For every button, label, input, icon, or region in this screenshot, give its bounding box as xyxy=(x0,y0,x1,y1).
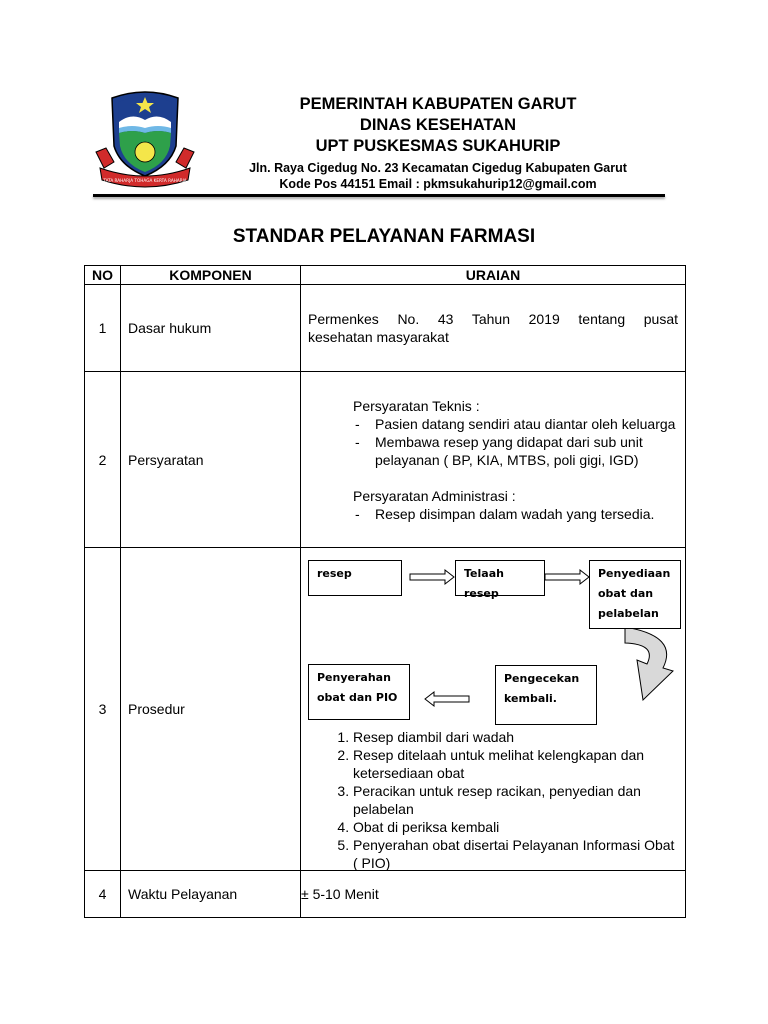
row-uraian: ± 5-10 Menit xyxy=(301,871,686,918)
flow-step-pengecekan: Pengecekan kembali. xyxy=(495,665,597,725)
table-row xyxy=(85,871,686,918)
flow-step-resep: resep xyxy=(308,560,402,596)
list-item: - Resep disimpan dalam wadah yang tersedia. xyxy=(355,505,655,522)
list-item: 4. Obat di periksa kembali xyxy=(353,818,680,836)
row-no: 3 xyxy=(85,548,121,871)
administrative-requirements-list xyxy=(353,505,679,523)
arrow-left-icon xyxy=(425,692,469,706)
list-item: - Pasien datang sendiri atau diantar oleh keluarga xyxy=(355,415,676,432)
list-item: 1. Resep diambil dari wadah xyxy=(353,728,680,746)
unit-name: UPT PUSKESMAS SUKAHURIP xyxy=(315,137,561,155)
contact-line: Kode Pos 44151 Email : pkmsukahurip12@gmail.com xyxy=(279,177,597,191)
list-item: 3. Peracikan untuk resep racikan, penyedian dan pelabelan xyxy=(353,782,680,818)
procedure-steps-list xyxy=(301,728,686,872)
row-no: 4 xyxy=(85,871,121,918)
letterhead-text xyxy=(220,94,656,192)
address-line: Jln. Raya Cigedug No. 23 Kecamatan Cigedug Kabupaten Garut xyxy=(249,161,627,175)
flow-step-penyerahan: Penyerahan obat dan PIO xyxy=(308,664,410,720)
administrative-requirements-heading: Persyaratan Administrasi : xyxy=(353,487,516,504)
header-komponen: KOMPONEN xyxy=(121,266,301,285)
list-item: 5. Penyerahan obat disertai Pelayanan Informasi Obat ( PIO) xyxy=(353,836,680,872)
procedure-flowchart xyxy=(301,548,686,728)
document-title: STANDAR PELAYANAN FARMASI xyxy=(232,226,536,247)
row-uraian xyxy=(301,372,686,548)
row-no: 1 xyxy=(85,285,121,372)
kabupaten-garut-emblem xyxy=(92,88,198,198)
row-komponen: Dasar hukum xyxy=(121,285,301,372)
flow-step-telaah: Telaah resep xyxy=(455,560,545,596)
legal-basis-line-2: kesehatan masyarakat xyxy=(308,329,449,345)
government-name: PEMERINTAH KABUPATEN GARUT xyxy=(299,95,577,113)
list-item: - Membawa resep yang didapat dari sub unit pelayanan ( BP, KIA, MTBS, poli gigi, IGD) xyxy=(355,433,643,468)
technical-requirements-heading: Persyaratan Teknis : xyxy=(353,397,480,414)
letterhead-rule xyxy=(93,194,665,197)
table-row xyxy=(85,372,686,548)
table-row xyxy=(85,548,686,871)
list-item: 2. Resep ditelaah untuk melihat kelengkapan dan ketersediaan obat xyxy=(353,746,680,782)
row-komponen: Waktu Pelayanan xyxy=(121,871,301,918)
table-header-row xyxy=(85,266,686,285)
technical-requirements-list xyxy=(353,415,679,469)
header-no: NO xyxy=(85,266,121,285)
emblem-motto: TATA RAHARJA TOHAGA KERTA RAHARJA xyxy=(103,178,187,183)
row-komponen: Persyaratan xyxy=(121,372,301,548)
row-uraian xyxy=(301,285,686,372)
arrow-right-icon xyxy=(410,570,454,584)
procedure-steps xyxy=(301,728,686,872)
row-no: 2 xyxy=(85,372,121,548)
standard-table xyxy=(84,265,686,918)
table-row xyxy=(85,285,686,372)
flow-step-penyediaan: Penyediaan obat dan pelabelan xyxy=(589,560,681,629)
letterhead xyxy=(0,0,768,210)
legal-basis-line-1: Permenkes No. 43 Tahun 2019 tentang pusat xyxy=(308,311,678,327)
header-uraian: URAIAN xyxy=(301,266,686,285)
row-komponen: Prosedur xyxy=(121,548,301,871)
arrow-right-icon xyxy=(545,570,589,584)
department-name: DINAS KESEHATAN xyxy=(359,116,517,134)
row-uraian xyxy=(301,548,686,871)
curved-arrow-icon xyxy=(625,627,673,700)
